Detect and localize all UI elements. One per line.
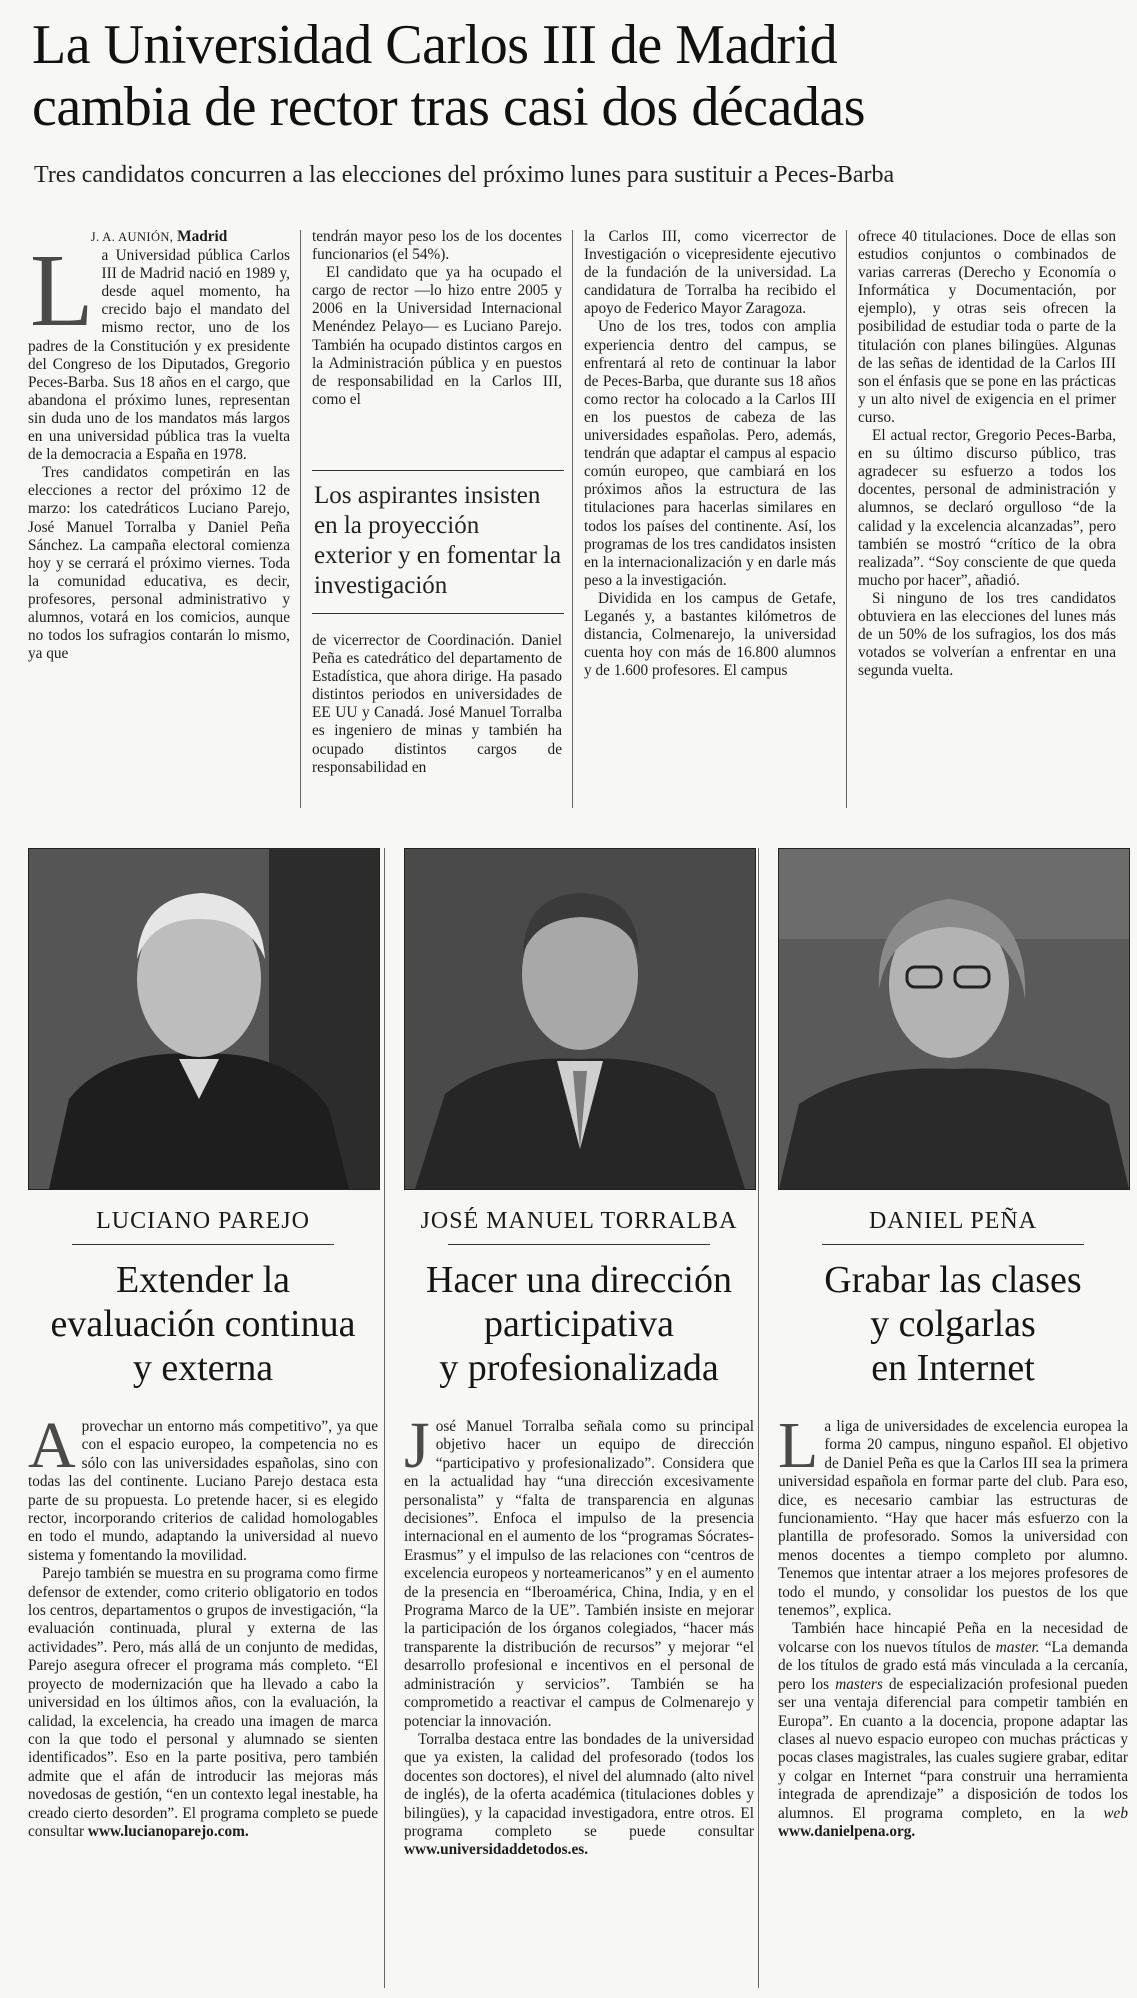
byline-place: Madrid: [177, 228, 228, 245]
article-paragraph: El actual rector, Gregorio Peces-Barba, en su último discurso público, tras agradecer su esfuerzo a todos los docentes, personal de administración y alumnos, se declaró orgulloso “de la calidad y la excelencia alcanzadas”, pero también se mostró “crítico de la obra realizada”. “Soy consciente de que queda mucho por hacer”, añadió.: [858, 427, 1116, 589]
candidate-text-pena: [778, 1409, 1129, 1841]
candidate-photo-parejo: [28, 848, 380, 1190]
article-paragraph: Torralba destaca entre las bondades de la universidad que ya existen, la calidad del profesorado (todos los docentes son doctores), el nivel del alumnado (alto nivel de inglés), de la oferta académica (titulaciones dobles y bilingües), y la capacidad investigadora, entre otros. El programa completo se puede consultar www.universidaddetodos.es.: [404, 1730, 754, 1859]
article-paragraph: La Universidad pública Carlos III de Madrid nació en 1989 y, desde aquel momento, ha crecido bajo el mandato del mismo rector, uno de los padres de la Constitución y ex presidente del Congreso de los Diputados, Gregorio Peces-Barba. Sus 18 años en el cargo, que abandona el próximo lunes, representan sin duda uno de los mandatos más largos en una universidad pública tras la vuelta de la democracia a España en 1978.: [28, 233, 290, 464]
candidate-website-link[interactable]: www.lucianoparejo.com.: [87, 1822, 249, 1840]
subheadline: Tres candidatos concurren a las elecciones del próximo lunes para sustituir a Peces-Barba: [34, 162, 895, 188]
article-paragraph: Si ninguno de los tres candidatos obtuviera en las elecciones del lunes más de un 50% de los sufragios, los dos más votados se volverían a enfrentar en una segunda vuelta.: [858, 589, 1116, 680]
article-paragraph: de vicerrector de Coordinación. Daniel Peña es catedrático del departamento de Estadística, que ahora dirige. Ha pasado distintos periodos en universidades de EE UU y Canadá. José Manuel Torralba es ingeniero de minas y también ha ocupado distintos cargos de responsabilidad en: [312, 632, 562, 776]
article-paragraph: También hace hincapié Peña en la necesidad de volcarse con los nuevos títulos de master. “La demanda de los títulos de grado está más vinculada a la cercanía, pero los masters de especialización profesional pueden ser una ventaja diferencial para competir también en Europa”. En cuanto a la docencia, propone adaptar las clases al nuevo espacio europeo con muchas prácticas y pocas clases magistrales, las cuales sugiere grabar, editar y colgar en Internet “para construir una herramienta integrada de aprendizaje” a disposición de todos los alumnos. El programa completo, en la web www.danielpena.org.: [778, 1620, 1129, 1840]
drop-cap: A: [28, 1409, 76, 1482]
article-column-1: [28, 228, 290, 663]
drop-cap: L: [30, 233, 94, 349]
portrait-illustration: [779, 849, 1129, 1189]
article-paragraph: tendrán mayor peso los de los docentes funcionarios (el 54%).: [312, 228, 562, 264]
name-underline: [448, 1244, 710, 1245]
byline-author: J. A. AUNIÓN,: [90, 230, 174, 244]
article-paragraph: José Manuel Torralba señala como su principal objetivo hacer un equipo de dirección “participativo y profesionalizado”. Considera que en la actualidad hay “una dirección excesivamente personalista” y “falta de transparencia en algunas decisiones”. Enfoca el impulso de la presencia internacional en el aumento de los “programas Sócrates-Erasmus” y el impulso de las relaciones con “centros de excelencia europeos y norteamericanos” y en el aumento de la presencia en “Iberoamérica, China, India, y en el Programa Marco de la UE”. También insiste en mejorar la participación de los órganos colegiados, “hacer más transparente la distribución de recursos” y mejorar “el desarrollo profesional e incentivos en el personal de administración y servicios”. También se ha comprometido a reactivar el campus de Colmenarejo y potenciar la innovación.: [404, 1409, 754, 1730]
column-divider: [572, 230, 573, 808]
article-paragraph: Aprovechar un entorno más competitivo”, ya que con el espacio europeo, la competencia no es sólo con las universidades españolas, sino con todas las del continente. Luciano Parejo destaca esta parte de su propuesta. Lo pretende hacer, si es elegido rector, incorporando criterios de calidad homologables en todo el mundo, adaptando la universidad al nuevo sistema y fomentando la movilidad.: [28, 1409, 378, 1564]
drop-cap: L: [778, 1409, 819, 1482]
column-divider: [846, 230, 847, 808]
article-paragraph: ofrece 40 titulaciones. Doce de ellas son estudios conjuntos o combinados de varias carreras (Derecho y Economía o Informática y Documentación, por ejemplo), y otras seis ofrecen la posibilidad de estudiar toda o parte de la titulación con planes bilingües. Algunas de las señas de identidad de la Carlos III son el énfasis que se pone en las prácticas y un alto nivel de exigencia en el primer curso.: [858, 228, 1116, 426]
article-paragraph: Uno de los tres, todos con amplia experiencia dentro del campus, se enfrentará al reto de continuar la labor de Peces-Barba, que durante sus 18 años como rector ha colocado a la Carlos III en los puestos de cabeza de las universidades españolas. Pero, además, tendrán que adaptar el campus al espacio común europeo, que cambiará en los próximos años la estructura de las titulaciones para hacerlas similares en todos los países del continente. Así, los programas de los tres candidatos insisten en la internacionalización y en darle más peso a la investigación.: [584, 318, 836, 589]
article-column-4: [858, 228, 1116, 680]
portrait-illustration: [405, 849, 755, 1189]
column-divider: [300, 230, 301, 808]
article-paragraph: la Carlos III, como vicerrector de Investigación o vicepresidente ejecutivo de la fundación de la universidad. La candidatura de Torralba ha recibido el apoyo de Federico Mayor Zaragoza.: [584, 228, 836, 318]
article-column-2-bottom: [312, 632, 562, 777]
drop-cap: J: [404, 1409, 430, 1482]
candidate-website-link[interactable]: www.universidaddetodos.es.: [404, 1841, 589, 1859]
pull-quote: Los aspirantes insisten en la proyección exterior y en fomentar la investigación: [312, 470, 564, 614]
candidate-text-parejo: [28, 1409, 378, 1841]
candidate-name: DANIEL PEÑA: [868, 1208, 1038, 1234]
candidate-proposal-heading: Hacer una dirección participativa y profesionalizada: [426, 1259, 732, 1389]
headline-line-2: cambia de rector tras casi dos décadas: [32, 76, 866, 138]
article-paragraph: Tres candidatos competirán en las elecciones a rector del próximo 12 de marzo: los catedráticos Luciano Parejo, José Manuel Torralba y Daniel Peña Sánchez. La campaña electoral comienza hoy y se cerrará el próximo viernes. Toda la comunidad educativa, es decir, profesores, personal administrativo y alumnos, votará en los comicios, aunque no todos los sufragios contarán lo mismo, ya que: [28, 464, 290, 663]
article-paragraph: Dividida en los campus de Getafe, Leganés y, a bastantes kilómetros de distancia, Colmenarejo, la universidad cuenta hoy con más de 16.800 alumnos y de 1.600 profesores. El campus: [584, 589, 836, 680]
headline: [32, 14, 1122, 138]
candidate-photo-torralba: [404, 848, 756, 1190]
name-underline: [72, 1244, 334, 1245]
candidate-website-link[interactable]: www.danielpena.org.: [778, 1822, 916, 1840]
candidate-name: JOSÉ MANUEL TORRALBA: [420, 1208, 738, 1234]
article-column-3: [584, 228, 836, 680]
article-column-2-top: [312, 228, 562, 409]
candidate-divider: [758, 848, 759, 1988]
candidate-divider: [384, 848, 385, 1988]
portrait-illustration: [29, 849, 379, 1189]
candidate-photo-pena: [778, 848, 1130, 1190]
article-paragraph: La liga de universidades de excelencia europea la forma 20 campus, ninguno español. El objetivo de Daniel Peña es que la Carlos III sea la primera universidad española en formar parte del club. Para eso, dice, es necesario cambiar las estructuras de funcionamiento. “Hay que hacer más esfuerzo con la plantilla de profesorado. Somos la universidad con menos docentes a tiempo completo por alumno. Tenemos que intentar atraer a los mejores profesores de todo el mundo, y consolidar los puestos de los que tenemos”, explica.: [778, 1409, 1128, 1620]
article-paragraph: El candidato que ya ha ocupado el cargo de rector —lo hizo entre 2005 y 2006 en la Universidad Internacional Menéndez Pelayo— es Luciano Parejo. También ha ocupado distintos cargos en la Administración pública y en puestos de responsabilidad en la Carlos III, como el: [312, 264, 562, 408]
article-paragraph: Parejo también se muestra en su programa como firme defensor de extender, como criterio obligatorio en todos los centros, departamentos o grupos de investigación, “la evaluación continuada, plural y externa de las actividades”. Pero, más allá de un conjunto de medidas, Parejo asegura ofrecer el programa más completo. “El proyecto de modernización que ha llevado a cabo la universidad en los últimos años, con la evaluación, la calidad, la excelencia, ha creado una imagen de marca con la que todo el personal y alumnado se sienten identificados”. Eso en la parte positiva, pero también admite que el afán de introducir las mejoras más novedosas de gestión, “en un contexto legal inestable, ha creado cierto desorden”. El programa completo se puede consultar www.lucianoparejo.com.: [28, 1565, 378, 1840]
headline-line-1: La Universidad Carlos III de Madrid: [32, 14, 838, 76]
name-underline: [822, 1244, 1084, 1245]
candidate-name: LUCIANO PAREJO: [96, 1208, 310, 1234]
candidate-text-torralba: [404, 1409, 754, 1860]
candidate-proposal-heading: Extender la evaluación continua y externa: [50, 1259, 356, 1389]
candidate-proposal-heading: Grabar las clases y colgarlas en Internet: [824, 1259, 1082, 1389]
